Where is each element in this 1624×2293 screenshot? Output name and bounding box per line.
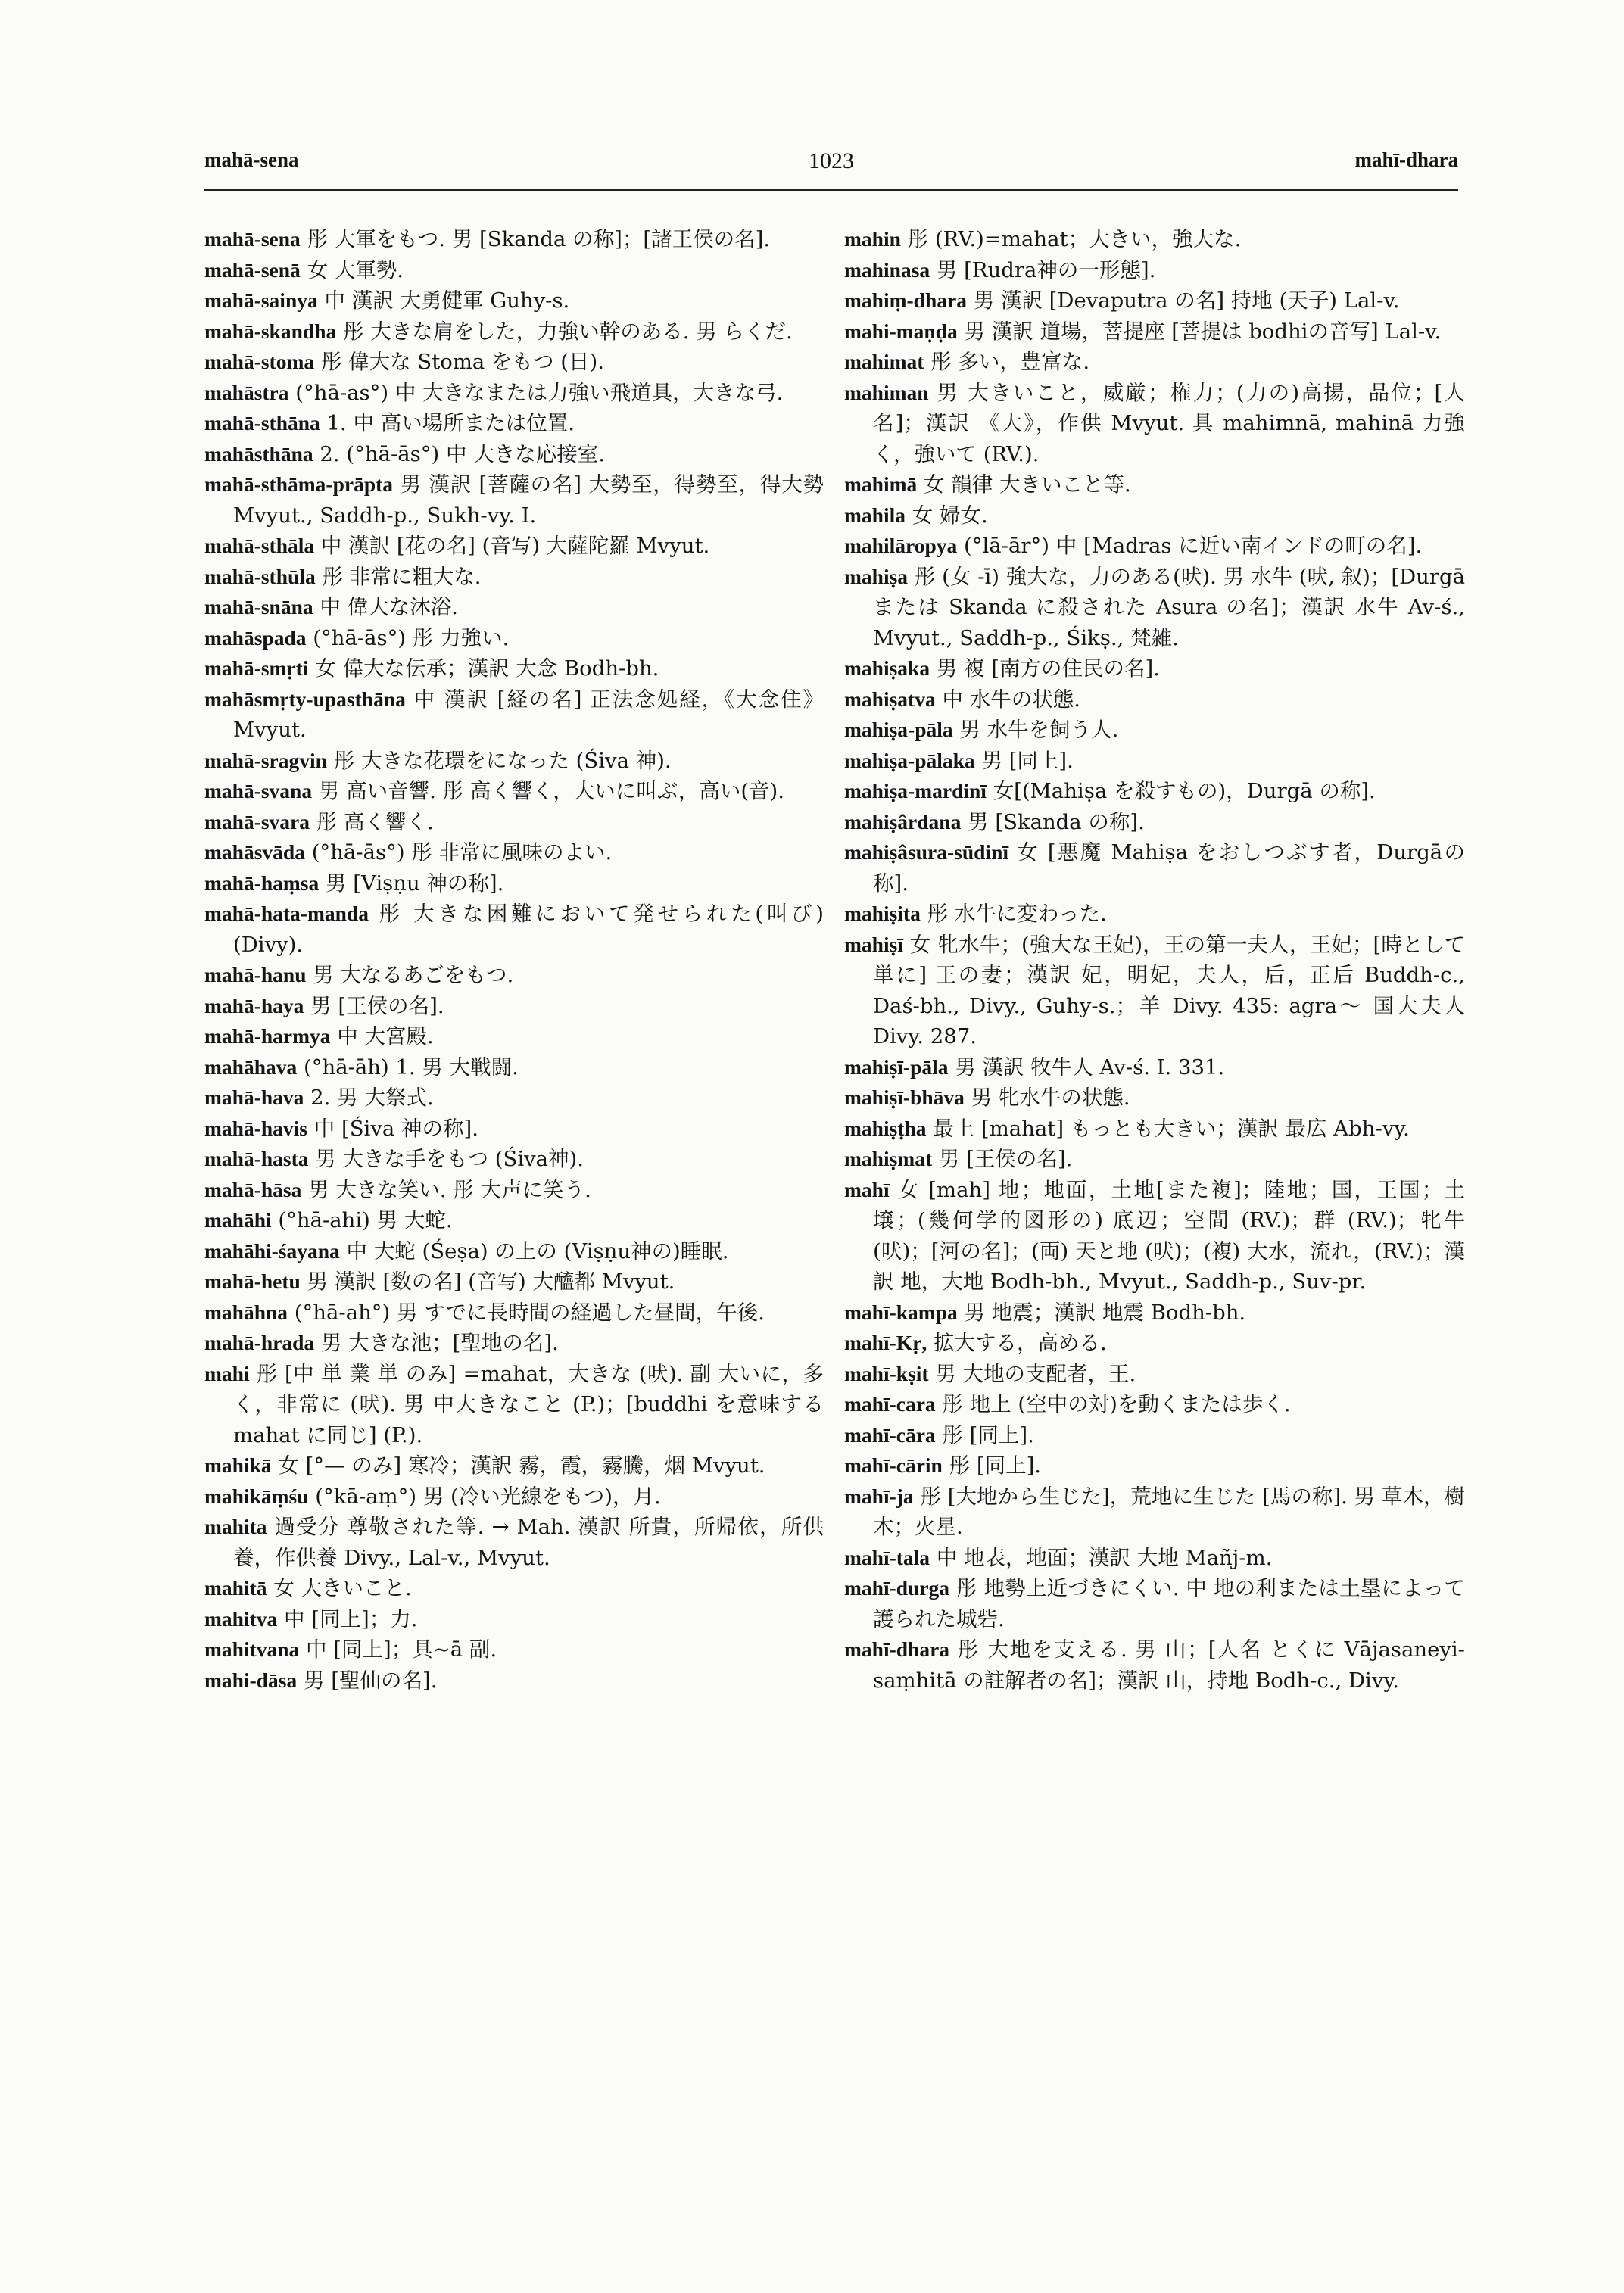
- dictionary-entry: [844, 1175, 1465, 1298]
- headword: mahā-smṛti: [204, 656, 309, 680]
- dictionary-entry: [844, 531, 1465, 562]
- definition: 1. 中 高い場所または位置.: [326, 411, 575, 435]
- definition: 彤 地上 (空中の対)を動くまたは歩く.: [942, 1392, 1291, 1416]
- dictionary-entry: [204, 1481, 824, 1513]
- definition: 女 偉大な伝承；漢訳 大念 Bodh-bh.: [315, 656, 659, 681]
- dictionary-entry: [844, 1634, 1465, 1696]
- definition: 中 漢訳 大勇健軍 Guhy-s.: [324, 288, 570, 313]
- dictionary-entry: [844, 684, 1465, 715]
- definition: 女[(Mahiṣa を殺すもの)，Durgā の称].: [993, 779, 1376, 803]
- definition: 彤 高く響く.: [316, 809, 434, 834]
- definition: 中 漢訳 [経の名] 正法念処経，《大念住》 Mvyut.: [233, 687, 824, 742]
- dictionary-entry: [844, 224, 1465, 255]
- headword: mahā-sragvin: [204, 748, 327, 772]
- headword: mahiṣṭha: [844, 1116, 927, 1140]
- definition: (°hā-ās°) 彤 力強い.: [313, 625, 510, 650]
- headword: mahā-sainya: [204, 288, 318, 312]
- definition: 中 偉大な沐浴.: [320, 595, 458, 619]
- definition: 男 [王侯の名].: [310, 993, 444, 1018]
- dictionary-entry: [204, 439, 824, 470]
- headword: mahāsvāda: [204, 840, 305, 864]
- definition: 彤 大きな困難において発せられた(叫び) (Divy).: [233, 902, 824, 957]
- headword: mahā-sthāma-prāpta: [204, 472, 394, 496]
- definition: (°hā-āh) 1. 男 大戦闘.: [304, 1055, 519, 1080]
- dictionary-entry: [204, 1175, 824, 1206]
- headword: mahī-durga: [844, 1576, 950, 1600]
- definition: 女 [°— のみ] 寒冷；漢訳 霧，霞，霧騰，烟 Mvyut.: [278, 1453, 765, 1478]
- headword: mahinasa: [844, 257, 930, 282]
- dictionary-entry: [204, 562, 824, 593]
- dictionary-entry: [204, 653, 824, 684]
- headword: mahitva: [204, 1606, 278, 1631]
- dictionary-entry: [204, 1236, 824, 1267]
- definition: 男 [同上].: [981, 748, 1074, 773]
- definition: 2. 男 大祭式.: [310, 1086, 434, 1110]
- dictionary-entry: [204, 469, 824, 531]
- header-rule: [204, 189, 1458, 191]
- dictionary-entry: [844, 1114, 1465, 1145]
- headword: mahā-hasta: [204, 1147, 309, 1170]
- dictionary-entry: [844, 1420, 1465, 1451]
- dictionary-entry: [204, 1298, 824, 1329]
- headword: mahiṣa: [844, 564, 909, 588]
- headword: mahikā: [204, 1453, 272, 1477]
- headword: mahiman: [844, 380, 929, 404]
- dictionary-entry: [844, 899, 1465, 930]
- definition: 男 複 [南方の住民の名].: [936, 656, 1161, 681]
- definition: 彤 大きな肩をした，力強い幹のある. 男 らくだ.: [343, 319, 793, 344]
- dictionary-entry: [204, 531, 824, 562]
- dictionary-entry: [204, 378, 824, 409]
- headword: mahā-sthāla: [204, 534, 315, 557]
- definition: 彤 [同上].: [942, 1422, 1034, 1447]
- dictionary-entry: [204, 1052, 824, 1083]
- headword: mahā-hava: [204, 1086, 304, 1109]
- headword: mahī-tala: [844, 1545, 930, 1569]
- dictionary-entry: [204, 408, 824, 439]
- dictionary-entry: [204, 991, 824, 1022]
- definition: 彤 偉大な Stoma をもつ (日).: [320, 350, 604, 374]
- definition: 中 漢訳 [花の名] (音写) 大薩陀羅 Mvyut.: [320, 534, 710, 558]
- definition: 拡大する，高める.: [933, 1331, 1107, 1355]
- definition: 男 大きな手をもつ (Śiva神).: [315, 1147, 584, 1171]
- header-left-headword: mahā-sena: [204, 148, 299, 171]
- definition: 彤 [同上].: [949, 1453, 1042, 1478]
- dictionary-entry: [204, 1450, 824, 1481]
- headword: mahiṣī: [844, 932, 903, 956]
- definition: 男 水牛を飼う人.: [959, 718, 1119, 742]
- dictionary-entry: [204, 1328, 824, 1359]
- headword: mahiṣa-mardinī: [844, 779, 987, 802]
- headword: mahā-snāna: [204, 595, 313, 618]
- dictionary-entry: [204, 623, 824, 654]
- dictionary-entry: [844, 1389, 1465, 1420]
- dictionary-entry: [204, 746, 824, 777]
- dictionary-entry: [844, 1052, 1465, 1083]
- headword: mahā-senā: [204, 257, 301, 282]
- headword: mahā-sthūla: [204, 564, 316, 588]
- definition: 男 漢訳 道場，菩提座 [菩提は bodhiの音写] Lal-v.: [964, 319, 1442, 344]
- headword: mahā-haṃsa: [204, 871, 320, 895]
- definition: (°hā-ah°) 男 すでに長時間の経過した昼間，午後.: [294, 1300, 765, 1325]
- definition: (°kā-aṃ°) 男 (冷い光線をもつ)，月.: [315, 1484, 661, 1509]
- headword: mahitvana: [204, 1637, 300, 1661]
- dictionary-entry: [204, 899, 824, 960]
- definition: 中 大蛇 (Śeṣa) の上の (Viṣṇu神の)睡眠.: [346, 1238, 729, 1263]
- dictionary-entry: [844, 316, 1465, 347]
- dictionary-entry: [844, 807, 1465, 838]
- dictionary-entry: [204, 1144, 824, 1175]
- headword: mahā-hāsa: [204, 1177, 302, 1201]
- definition: 男 地震；漢訳 地震 Bodh-bh.: [964, 1300, 1246, 1325]
- dictionary-entry: [204, 1083, 824, 1114]
- definition: 男 [聖仙の名].: [304, 1668, 438, 1693]
- headword: mahā-haya: [204, 993, 304, 1017]
- headword: mahiṣī-pāla: [844, 1055, 949, 1079]
- dictionary-entry: [204, 224, 824, 255]
- definition: 彤 (女 -ī) 強大な，力のある(吠). 男 水牛 (吠, 叙)；[Durgā または Skanda に殺された Asura の名]；漢訳 水牛 Av-ś., Mvyut., Saddh-p., Śikṣ., 梵雑.: [873, 564, 1465, 650]
- page-number: 1023: [809, 148, 854, 173]
- headword: mahī-kṣit: [844, 1361, 929, 1385]
- definition: 女 婦女.: [912, 503, 988, 528]
- headword: mahiṣī-bhāva: [844, 1086, 965, 1109]
- definition: 男 [Rudra神の一形態].: [936, 257, 1156, 282]
- definition: 男 大地の支配者，王.: [935, 1361, 1136, 1386]
- headword: mahāstra: [204, 380, 289, 404]
- definition: 2. (°hā-ās°) 中 大きな応接室.: [320, 441, 605, 466]
- headword: mahi-dāsa: [204, 1668, 298, 1692]
- headword: mahin: [844, 227, 901, 251]
- headword: mahā-svana: [204, 779, 313, 802]
- headword: mahā-hanu: [204, 963, 307, 986]
- headword: mahiṣâsura-sūdinī: [844, 840, 1009, 864]
- headword: mahī-Kṛ,: [844, 1331, 927, 1354]
- definition: 男 大きいこと，威厳；権力；(力の)高揚，品位；[人名]；漢訳 《大》，作供 Mvyut. 具 mahimnā, mahinā 力強く，強いて (RV.).: [873, 380, 1465, 466]
- dictionary-entry: [204, 1604, 824, 1635]
- dictionary-entry: [844, 1450, 1465, 1481]
- headword: mahāhi: [204, 1208, 272, 1232]
- dictionary-entry: [844, 500, 1465, 531]
- headword: mahila: [844, 503, 906, 527]
- dictionary-entry: [204, 960, 824, 991]
- headword: mahikāṃśu: [204, 1484, 309, 1508]
- headword: mahita: [204, 1515, 267, 1538]
- headword: mahiṣârdana: [844, 809, 962, 833]
- dictionary-entry: [204, 347, 824, 378]
- headword: mahiṣmat: [844, 1147, 933, 1170]
- headword: mahāhava: [204, 1055, 298, 1079]
- definition: 中 [同上]；具~ā 副.: [306, 1637, 497, 1662]
- definition: 彤 多い，豊富な.: [930, 350, 1090, 374]
- dictionary-entry: [204, 1114, 824, 1145]
- definition: 男 漢訳 [数の名] (音写) 大醯都 Mvyut.: [307, 1270, 675, 1294]
- dictionary-entry: [844, 776, 1465, 807]
- headword: mahiṣa-pālaka: [844, 748, 975, 772]
- dictionary-entry: [844, 255, 1465, 286]
- dictionary-entry: [204, 255, 824, 286]
- definition: 女 韻律 大きいこと等.: [924, 472, 1131, 497]
- definition: 彤 大軍をもつ. 男 [Skanda の称]；[諸王侯の名].: [307, 227, 771, 251]
- headword: mahī-cāra: [844, 1422, 936, 1447]
- definition: 女 [mah] 地；地面，土地[また複]；陸地；国，王国；土壌；(幾何学的図形の) 底辺；空間 (RV.)；群 (RV.)；牝牛 (吠)；[河の名]；(両) 天と地 (吠)；(複) 大水，流れ，(RV.)；漢訳 地，大地 Bodh-bh., Mvyut., Saddh-p., Suv-pr.: [873, 1177, 1465, 1294]
- headword: mahā-stoma: [204, 350, 315, 373]
- running-header: [204, 148, 1458, 188]
- definition: 男 大きな池；[聖地の名].: [320, 1331, 559, 1355]
- dictionary-entry: [844, 562, 1465, 654]
- definition: 男 大なるあごをもつ.: [313, 963, 514, 987]
- headword: mahā-sthāna: [204, 411, 320, 435]
- dictionary-entry: [844, 469, 1465, 500]
- headword: mahī: [844, 1177, 890, 1201]
- headword: mahā-svara: [204, 809, 310, 833]
- headword: mahā-skandha: [204, 319, 337, 343]
- definition: 女 大軍勢.: [307, 257, 404, 282]
- dictionary-entry: [844, 1573, 1465, 1634]
- definition: 中 [Śiva 神の称].: [313, 1116, 478, 1141]
- dictionary-entry: [204, 776, 824, 807]
- headword: mahilāropya: [844, 534, 958, 557]
- definition: 女 [悪魔 Mahiṣa をおしつぶす者，Durgāの称].: [873, 840, 1465, 896]
- headword: mahā-sena: [204, 227, 301, 251]
- right-column: [844, 224, 1465, 1696]
- headword: mahī-ja: [844, 1484, 914, 1508]
- left-column: [204, 224, 824, 1696]
- definition: 彤 [中 単 業 単 のみ] =mahat，大きな (吠). 副 大いに，多く，非常に (吠). 男 中大きなこと (P.)；[buddhi を意味する mahat に同じ] (P.).: [233, 1361, 824, 1447]
- headword: mahā-hetu: [204, 1270, 301, 1293]
- dictionary-entry: [204, 837, 824, 868]
- headword: mahā-havis: [204, 1116, 307, 1140]
- headword: mahiṣa-pāla: [844, 718, 953, 741]
- headword: mahi-maṇḍa: [844, 319, 958, 343]
- definition: 彤 大地を支える. 男 山；[人名 とくに Vājasaneyi-saṃhitā の註解者の名]；漢訳 山，持地 Bodh-c., Divy.: [873, 1637, 1465, 1693]
- headword: mahī-kampa: [844, 1300, 958, 1324]
- dictionary-entry: [844, 930, 1465, 1052]
- header-right-headword: mahī-dhara: [1354, 148, 1458, 171]
- dictionary-entry: [844, 1328, 1465, 1359]
- headword: mahī-dhara: [844, 1637, 950, 1661]
- definition: 彤 水牛に変わった.: [927, 902, 1107, 926]
- definition: (°hā-ahi) 男 大蛇.: [278, 1208, 453, 1232]
- dictionary-entry: [844, 285, 1465, 316]
- definition: 男 牝水牛の状態.: [971, 1086, 1130, 1110]
- definition: 最上 [mahat] もっとも大きい；漢訳 最広 Abh-vy.: [933, 1116, 1410, 1141]
- headword: mahī-cārin: [844, 1453, 943, 1477]
- dictionary-entry: [204, 316, 824, 347]
- dictionary-entry: [204, 1665, 824, 1696]
- headword: mahā-harmya: [204, 1024, 331, 1048]
- dictionary-entry: [204, 1266, 824, 1298]
- definition: 彤 大きな花環をになった (Śiva 神).: [333, 748, 672, 773]
- definition: 女 牝水牛；(強大な王妃)，王の第一夫人，王妃；[時として単に] 王の妻；漢訳 妃，明妃，夫人，后，正后 Buddh-c., Daś-bh., Divy., Guhy-s.；羊 Divy. 435: agra～ 国大夫人 Divy. 287.: [873, 932, 1465, 1048]
- dictionary-entry: [204, 868, 824, 899]
- definition: 男 [Skanda の称].: [968, 809, 1145, 834]
- definition: 男 [Viṣṇu 神の称].: [326, 871, 504, 896]
- headword: mahitā: [204, 1576, 267, 1600]
- dictionary-entry: [844, 653, 1465, 684]
- headword: mahiṣatva: [844, 687, 936, 711]
- definition: 男 漢訳 牧牛人 Av-ś. I. 331.: [955, 1055, 1225, 1080]
- dictionary-entry: [204, 1205, 824, 1236]
- dictionary-entry: [204, 1634, 824, 1665]
- dictionary-entry: [844, 1144, 1465, 1175]
- definition: 女 大きいこと.: [273, 1576, 412, 1600]
- dictionary-entry: [844, 378, 1465, 470]
- dictionary-entry: [844, 347, 1465, 378]
- definition: (°hā-ās°) 彤 非常に風味のよい.: [311, 840, 613, 865]
- definition: 男 高い音響. 彤 高く響く，大いに叫ぶ，高い(音).: [318, 779, 785, 803]
- headword: mahiṣita: [844, 902, 921, 925]
- dictionary-entry: [844, 1543, 1465, 1574]
- definition: 中 [同上]；力.: [284, 1606, 418, 1631]
- dictionary-entry: [844, 1083, 1465, 1114]
- dictionary-entry: [204, 807, 824, 838]
- dictionary-entry: [204, 1359, 824, 1451]
- dictionary-entry: [204, 1021, 824, 1052]
- headword: mahāhi-śayana: [204, 1238, 340, 1263]
- definition: (°lā-ār°) 中 [Madras に近い南インドの町の名].: [964, 534, 1423, 558]
- dictionary-entry: [204, 592, 824, 623]
- dictionary-entry: [204, 684, 824, 746]
- definition: 彤 [大地から生じた]，荒地に生じた [馬の称]. 男 草木，樹木；火星.: [873, 1484, 1465, 1539]
- headword: mahā-hata-manda: [204, 902, 369, 925]
- dictionary-entry: [204, 1512, 824, 1573]
- headword: mahāsmṛty-upasthāna: [204, 687, 406, 711]
- dictionary-entry: [844, 1359, 1465, 1390]
- headword: mahimat: [844, 350, 924, 373]
- dictionary-entry: [844, 715, 1465, 746]
- definition: 男 漢訳 [Devaputra の名] 持地 (天子) Lal-v.: [973, 288, 1400, 313]
- headword: mahimā: [844, 472, 918, 496]
- dictionary-entry: [844, 746, 1465, 777]
- headword: mahi: [204, 1361, 250, 1385]
- definition: 彤 (RV.)=mahat；大きい，強大な.: [907, 227, 1242, 251]
- definition: 過受分 尊敬された等. → Mah. 漢訳 所貴，所帰依，所供養，作供養 Divy., Lal-v., Mvyut.: [233, 1515, 824, 1570]
- dictionary-entry: [204, 1573, 824, 1604]
- dictionary-entry: [844, 837, 1465, 899]
- headword: mahā-hrada: [204, 1331, 315, 1354]
- headword: mahāspada: [204, 625, 307, 650]
- dictionary-entry: [844, 1481, 1465, 1543]
- definition: 男 大きな笑い. 彤 大声に笑う.: [308, 1177, 591, 1202]
- dictionary-entry: [844, 1298, 1465, 1329]
- headword: mahāhna: [204, 1300, 288, 1324]
- definition: 中 大宮殿.: [337, 1024, 434, 1048]
- definition: 男 漢訳 [菩薩の名] 大勢至，得勢至，得大勢 Mvyut., Saddh-p., Sukh-vy. I.: [233, 472, 824, 528]
- headword: mahāsthāna: [204, 441, 313, 466]
- definition: 彤 地勢上近づきにくい. 中 地の利または土塁によって護られた城砦.: [873, 1576, 1466, 1631]
- headword: mahiṃ-dhara: [844, 288, 967, 312]
- headword: mahiṣaka: [844, 656, 930, 680]
- definition: 中 地表，地面；漢訳 大地 Mañj-m.: [936, 1545, 1273, 1570]
- dictionary-entry: [204, 285, 824, 316]
- definition: (°hā-as°) 中 大きなまたは力強い飛道具，大きな弓.: [295, 380, 784, 405]
- definition: 中 水牛の状態.: [942, 687, 1080, 712]
- definition: 彤 非常に粗大な.: [322, 564, 482, 589]
- headword: mahī-cara: [844, 1392, 936, 1416]
- definition: 男 [王侯の名].: [938, 1147, 1073, 1171]
